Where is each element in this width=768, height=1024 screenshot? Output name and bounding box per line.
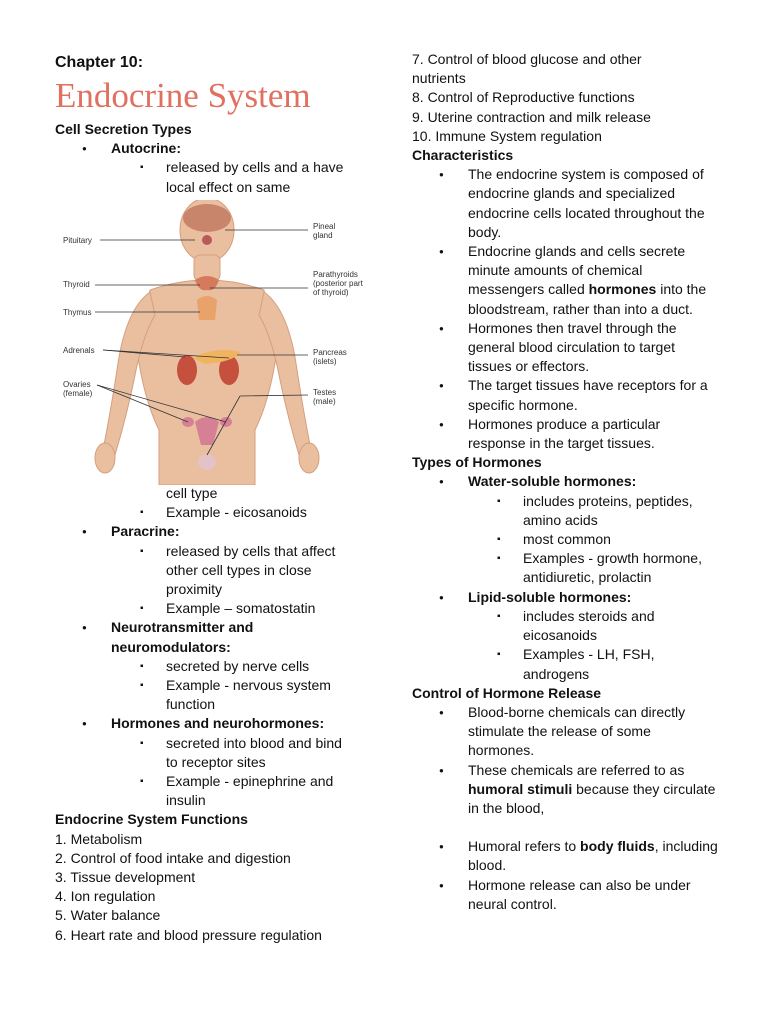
water-item: ▪ most common: [412, 530, 722, 549]
autocrine-item-1: ▪ released by cells and a have local effect on same: [55, 158, 356, 196]
lipid-item: ▪ Examples - LH, FSH, androgens: [412, 645, 703, 683]
characteristic-item: [412, 165, 718, 242]
characteristic-item: [412, 376, 718, 414]
control-text: because they circulate in the blood,: [468, 780, 716, 816]
characteristic-text: into the bloodstream, rather than into a duct.: [468, 281, 707, 317]
hormones-label: ● Hormones and neurohormones:: [55, 714, 400, 733]
function-item: 5. Water balance: [55, 907, 161, 924]
function-item: 3. Tissue development: [55, 869, 196, 886]
neuro-item-1: ▪ secreted by nerve cells: [55, 657, 400, 676]
control-text: , including blood.: [468, 838, 718, 874]
lipid-soluble-label: ● Lipid-soluble hormones:: [412, 588, 722, 607]
humoral-stimuli-term: humoral stimuli: [468, 780, 573, 797]
label-testes: Testes (male): [313, 388, 337, 406]
types-heading: Types of Hormones: [412, 454, 542, 471]
hormones-item-2: ▪ Example - epinephrine and insulin: [55, 772, 356, 810]
control-text: Hormone release can also be under neural control.: [468, 876, 691, 912]
function-item: 6. Heart rate and blood pressure regulation: [55, 926, 322, 943]
body-figure-icon: [55, 200, 365, 485]
label-ovaries: Ovaries (female): [63, 380, 93, 398]
control-item: [412, 703, 718, 761]
water-item: ▪ includes proteins, peptides, amino acids: [412, 492, 733, 530]
characteristic-text: The endocrine system is composed of endocrine glands and specialized endocrine cells located throughout the body.: [468, 166, 705, 240]
chapter-label: Chapter 10:: [55, 54, 144, 71]
neuro-label: ● Neurotransmitter and neuromodulators:: [55, 618, 291, 656]
neuro-item-2: ▪ Example - nervous system function: [55, 676, 356, 714]
control-text: Humoral refers to: [468, 838, 581, 855]
function-item: 9. Uterine contraction and milk release: [412, 108, 651, 125]
characteristic-item: [412, 415, 718, 453]
function-item: 4. Ion regulation: [55, 888, 156, 905]
label-pineal: Pineal gland: [313, 222, 336, 240]
function-item: 2. Control of food intake and digestion: [55, 849, 291, 866]
characteristic-item: [412, 242, 718, 319]
function-item: 7. Control of blood glucose and other nutrients: [412, 51, 642, 87]
hormones-item-1: ▪ secreted into blood and bind to receptor sites: [55, 734, 346, 772]
paracrine-label: ● Paracrine:: [55, 522, 400, 541]
control-text: Blood-borne chemicals can directly stimulate the release of some hormones.: [468, 703, 686, 759]
label-pancreas: Pancreas (islets): [313, 348, 347, 366]
control-item: [412, 761, 718, 819]
paracrine-item-1: ▪ released by cells that affect other cell types in close proximity: [55, 542, 356, 600]
label-adrenals: Adrenals: [63, 346, 95, 355]
label-parathyroids: Parathyroids (posterior part of thyroid): [313, 270, 363, 297]
characteristics-heading: Characteristics: [412, 147, 514, 164]
label-pituitary: Pituitary: [63, 236, 92, 245]
paracrine-item-2: ▪ Example – somatostatin: [55, 599, 400, 618]
label-thyroid: Thyroid: [63, 280, 90, 289]
characteristic-text: Hormones produce a particular response in the target tissues.: [468, 415, 661, 452]
control-text: These chemicals are referred to as: [468, 761, 685, 778]
function-item: 8. Control of Reproductive functions: [412, 89, 635, 106]
water-item: ▪ Examples - growth hormone, antidiuretic, prolactin: [412, 549, 703, 587]
control-item: [412, 837, 718, 875]
endocrine-diagram: [55, 200, 365, 485]
characteristic-text: Endocrine glands and cells secrete minute amounts of chemical messengers called: [468, 243, 686, 298]
lipid-item: ▪ includes steroids and eicosanoids: [412, 607, 703, 645]
characteristic-text: The target tissues have receptors for a specific hormone.: [468, 377, 708, 413]
body-fluids-term: body fluids: [580, 838, 655, 855]
right-column: [412, 50, 722, 914]
page-title: Endocrine System: [55, 76, 311, 115]
autocrine-item-3: ▪ Example - eicosanoids: [55, 503, 400, 522]
label-thymus: Thymus: [63, 308, 92, 317]
autocrine-label: ● Autocrine:: [55, 139, 400, 158]
functions-heading: Endocrine System Functions: [55, 811, 248, 828]
characteristic-text: Hormones then travel through the general blood circulation to target tissues or effectors.: [468, 319, 677, 375]
autocrine-item-2: cell type: [166, 485, 218, 501]
function-item: 1. Metabolism: [55, 830, 143, 847]
control-item: [412, 876, 718, 914]
water-soluble-label: ● Water-soluble hormones:: [412, 472, 722, 491]
characteristic-item: [412, 319, 718, 377]
control-heading: Control of Hormone Release: [412, 684, 602, 701]
hormones-term: hormones: [588, 281, 657, 298]
cell-types-heading: Cell Secretion Types: [55, 121, 192, 137]
function-item: 10. Immune System regulation: [412, 127, 602, 144]
